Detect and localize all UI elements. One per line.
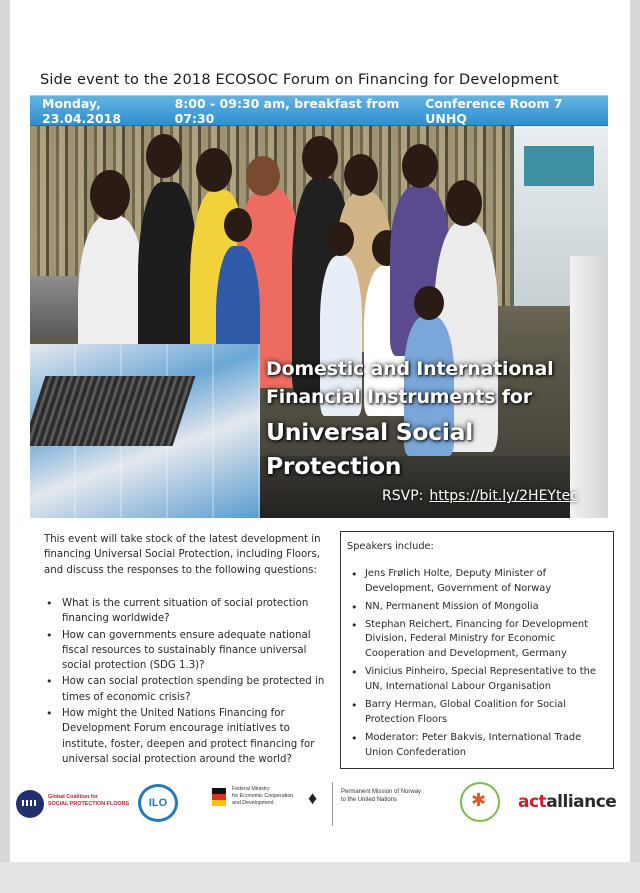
event-title-line1: Domestic and International xyxy=(266,358,554,380)
norway-text-line1: Permanent Mission of Norway xyxy=(341,789,422,795)
intro-text: This event will take stock of the latest development in financing Universal Social Protection, including Floors, and discuss the responses to the following questions: xyxy=(44,534,321,576)
photo-head xyxy=(90,170,130,220)
hero-photo xyxy=(30,126,608,518)
photo-head xyxy=(446,180,482,226)
act-alliance-logo xyxy=(518,792,624,814)
people-circle-icon xyxy=(460,782,500,822)
photo-head xyxy=(146,134,182,178)
speaker-item: • Stephan Reichert, Financing for Development Division, Federal Ministry for Economic Cooperation and Development, Germany xyxy=(347,618,605,663)
norway-mission-logo xyxy=(332,782,462,826)
act-alliance-act: act xyxy=(518,792,547,812)
questions-list xyxy=(44,596,332,768)
event-room: Conference Room 7 UNHQ xyxy=(425,95,563,126)
event-date: Monday, 23.04.2018 xyxy=(42,95,122,126)
event-subtitle: Side event to the 2018 ECOSOC Forum on Financing for Development xyxy=(40,72,559,88)
event-title-line2: Financial Instruments for xyxy=(266,385,532,408)
question-item: • How might the United Nations Financing for Development Forum encourage initiatives to institute, foster, deepen and protect financing for universal social protection around the world? xyxy=(44,706,332,767)
speakers-list xyxy=(347,567,605,761)
event-title-line3: Universal Social Protection xyxy=(266,418,473,481)
photo-head xyxy=(326,222,354,256)
photo-grill xyxy=(30,376,195,446)
event-time: 8:00 - 09:30 am, breakfast from 07:30 xyxy=(174,95,400,126)
photo-head xyxy=(224,208,252,242)
speaker-item: • Jens Frølich Holte, Deputy Minister of Development, Government of Norway xyxy=(347,567,605,597)
left-margin-strip xyxy=(0,0,10,893)
norway-lion-icon: ♦ xyxy=(308,788,318,808)
partner-logos xyxy=(16,778,624,830)
question-item: • What is the current situation of social protection financing worldwide? xyxy=(44,596,332,627)
right-margin-strip xyxy=(630,0,640,893)
speaker-item: • Vinicius Pinheiro, Special Representative to the UN, International Labour Organisation xyxy=(347,665,605,695)
ilo-logo xyxy=(138,784,182,824)
question-item: • How can social protection spending be protected in times of economic crisis? xyxy=(44,674,332,705)
gcspf-logo xyxy=(16,788,131,818)
photo-head xyxy=(196,148,232,192)
gcspf-emblem-icon xyxy=(16,790,44,818)
photo-head xyxy=(402,144,438,188)
rsvp xyxy=(382,488,606,504)
bmz-text-line1: Federal Ministry xyxy=(232,786,270,792)
date-bar xyxy=(30,95,608,126)
photo-head xyxy=(246,156,280,196)
speakers-heading: Speakers include: xyxy=(347,541,434,552)
photo-head xyxy=(302,136,338,180)
event-title xyxy=(266,356,606,483)
ilo-emblem-icon: ILO xyxy=(138,784,178,822)
speaker-item: • Barry Herman, Global Coalition for Social Protection Floors xyxy=(347,698,605,728)
act-alliance-alliance: alliance xyxy=(546,792,617,812)
gcspf-text-line1: Global Coalition for xyxy=(48,794,99,800)
bmz-text-line3: and Development xyxy=(232,799,274,806)
bmz-text-line2: for Economic Cooperation xyxy=(232,792,294,799)
speaker-item: • Moderator: Peter Bakvis, International Trade Union Confederation xyxy=(347,731,605,761)
question-item: • How can governments ensure adequate national fiscal resources to sustainably finance universal social protection (SDG 1.3)? xyxy=(44,628,332,674)
speaker-item: • NN, Permanent Mission of Mongolia xyxy=(347,600,605,615)
photo-head xyxy=(344,154,378,196)
photo-head xyxy=(414,286,444,320)
coalition-circle-logo xyxy=(460,782,502,824)
german-flag-icon xyxy=(212,788,226,806)
bottom-margin-strip xyxy=(0,862,640,893)
gcspf-text-line2: SOCIAL PROTECTION FLOORS xyxy=(48,801,130,808)
bmz-logo xyxy=(212,786,327,826)
speakers-box xyxy=(340,531,614,769)
rsvp-label: RSVP: xyxy=(382,488,424,504)
rsvp-link[interactable]: https://bit.ly/2HEYtec xyxy=(429,488,578,504)
norway-text-line2: to the United Nations xyxy=(341,797,398,804)
